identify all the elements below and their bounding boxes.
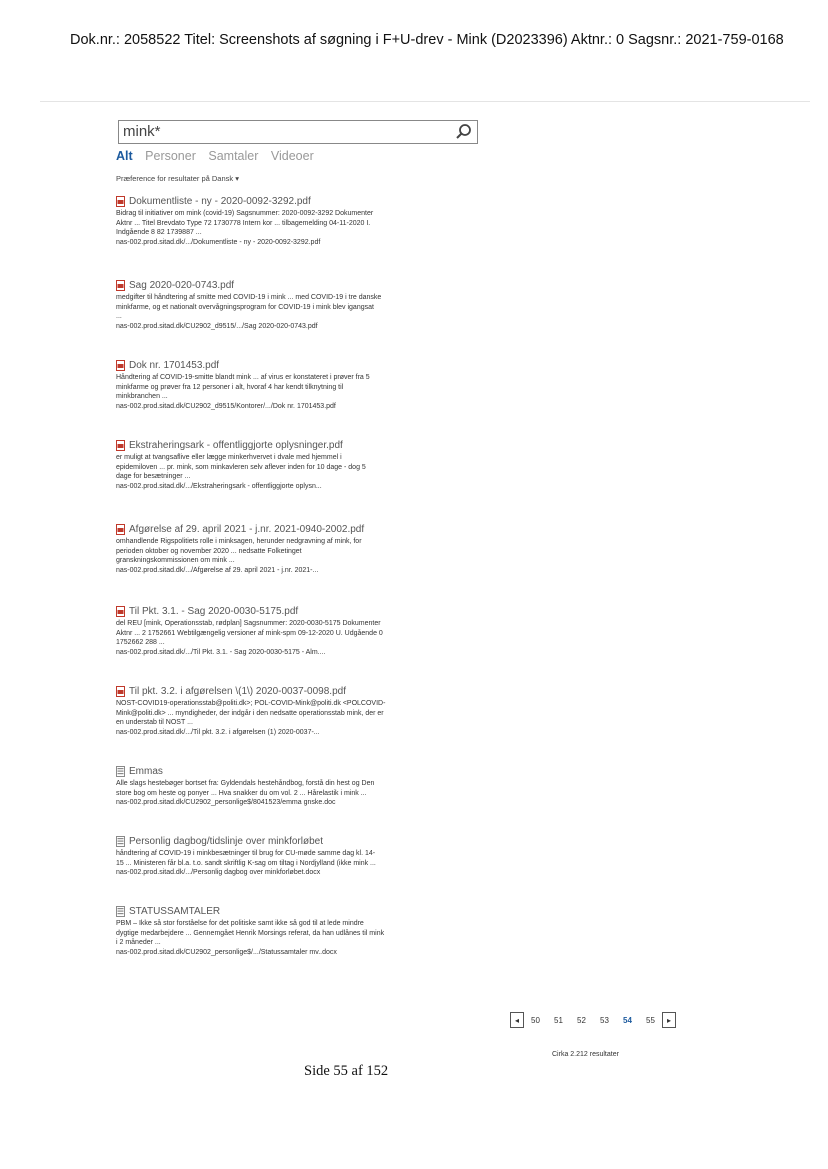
result-snippet: Alle slags hestebøger bortset fra: Gyldendals hestehåndbog, forstå din hest og Den store bog om heste og ponyer ... Hva snakker du om vol. 2 ... Hårelastik i mink ... [116,780,375,797]
page-link-53[interactable]: 53 [600,1015,609,1025]
document-header: Dok.nr.: 2058522 Titel: Screenshots af søgning i F+U-drev - Mink (D2023396) Aktnr.: 0 Sagsnr.: 2021-759-0168 [70,32,784,48]
pdf-file-icon [116,686,125,697]
pdf-file-icon [116,524,125,535]
result-url[interactable]: nas-002.prod.sitad.dk/.../Personlig dagbog over minkforløbet.docx [116,869,321,876]
page-link-55[interactable]: 55 [646,1015,655,1025]
result-snippet: Håndtering af COVID-19-smitte blandt mink ... af virus er konstateret i prøver fra 5 minkfarme og prøver fra 12 personer i alt, hvoraf 4 har kendt tilknytning til minkbranchen ... [116,374,370,400]
word-file-icon [116,836,125,847]
result-url[interactable]: nas-002.prod.sitad.dk/.../Til pkt. 3.2. i afgørelsen (1) 2020-0037-... [116,728,320,736]
page-number: Side 55 af 152 [304,1063,389,1079]
result-item [116,440,484,490]
result-snippet: PBM – Ikke så stor forståelse for det politiske samt ikke så god til at lede mindre dygtige medarbejdere ... Gennemgået Henrik Morsings referat, da han udlånes til mink i 2 måneder ... [116,920,385,946]
result-title[interactable]: STATUSSAMTALER [129,906,221,917]
search-box[interactable] [118,120,478,144]
page-link-54-current[interactable]: 54 [623,1015,632,1025]
pdf-file-icon [116,606,125,617]
result-item [116,360,484,410]
search-tabs [116,149,323,163]
pdf-file-icon [116,360,125,371]
tab-people[interactable]: Personer [145,149,196,163]
tab-videos[interactable]: Videoer [270,149,314,163]
result-title[interactable]: Sag 2020-020-0743.pdf [129,280,235,291]
pdf-file-icon [116,196,125,207]
search-input[interactable] [123,123,443,140]
result-snippet: omhandlende Rigspolitiets rolle i minksagen, herunder nedgravning af mink, for perioden oktober og november 2020 ... nedsatte Folketinget granskningskommissionen om mink ... [116,538,362,564]
pdf-file-icon [116,280,125,291]
result-item [116,524,484,574]
result-snippet: medgifter til håndtering af smitte med COVID-19 i mink ... med COVID-19 i tre danske minkfarme, og et nationalt overvågningsprogram for COVID-19 i mink blev igangsat ... [116,294,382,320]
result-title[interactable]: Til pkt. 3.2. i afgørelsen \(1\) 2020-0037-0098.pdf [129,686,346,697]
word-file-icon [116,906,125,917]
result-url[interactable]: nas-002.prod.sitad.dk/.../Ekstraheringsark - offentliggjorte oplysn... [116,482,322,490]
result-item [116,280,484,330]
result-title[interactable]: Afgørelse af 29. april 2021 - j.nr. 2021-0940-2002.pdf [129,524,365,535]
previous-page-button[interactable]: ◂ [510,1012,524,1028]
result-url[interactable]: nas-002.prod.sitad.dk/.../Dokumentliste - ny - 2020-0092-3292.pdf [116,238,321,246]
result-title[interactable]: Ekstraheringsark - offentliggjorte oplysninger.pdf [129,440,343,451]
result-item [116,606,484,656]
result-snippet: er muligt at tvangsaflive eller lægge minkerhvervet i dvale med hjemmel i epidemiloven ... pr. mink, som minkavleren selv aflever inden for 10 dage - dog 5 dage for besætninger ... [116,454,366,480]
result-title[interactable]: Emmas [129,766,163,777]
result-url[interactable]: nas-002.prod.sitad.dk/.../Til Pkt. 3.1. - Sag 2020-0030-5175 - Alm.... [116,648,326,656]
next-page-button[interactable]: ▸ [662,1012,676,1028]
page-link-52[interactable]: 52 [577,1015,586,1025]
result-title[interactable]: Personlig dagbog/tidslinje over minkforløbet [129,836,323,847]
result-item [116,766,484,806]
result-snippet: Bidrag til initiativer om mink (covid-19) Sagsnummer: 2020-0092-3292 Dokumenter Aktnr ... Titel Brevdato Type 72 1730778 Intern kor ... tilbagemelding 04-11-2020 I. Indgående 8 82 1739887 ... [116,210,374,236]
divider [40,101,810,102]
result-count: Cirka 2.212 resultater [552,1051,619,1058]
language-preference[interactable]: Præference for resultater på Dansk ▾ [116,174,239,183]
result-url[interactable]: nas-002.prod.sitad.dk/CU2902_personlige$/8041523/emma gnske.doc [116,799,336,806]
pdf-file-icon [116,440,125,451]
result-url[interactable]: nas-002.prod.sitad.dk/.../Afgørelse af 29. april 2021 - j.nr. 2021-... [116,566,319,574]
page-link-50[interactable]: 50 [531,1015,540,1025]
result-item [116,196,484,246]
result-item [116,836,484,876]
tab-all[interactable]: Alt [116,149,133,163]
pagination [510,1010,676,1030]
word-file-icon [116,766,125,777]
result-snippet: NOST-COVID19-operationsstab@politi.dk>; POL-COVID-Mink@politi.dk <POLCOVID- Mink@politi.dk> ... myndigheder, der indgår i den nedsatte operationsstab mink, der er en understab til NOST ... [116,700,386,726]
page-link-51[interactable]: 51 [554,1015,563,1025]
result-url[interactable]: nas-002.prod.sitad.dk/CU2902_personlige$/.../Statussamtaler mv..docx [116,948,337,956]
search-icon[interactable] [455,123,473,141]
result-title[interactable]: Dok nr. 1701453.pdf [129,360,220,371]
result-url[interactable]: nas-002.prod.sitad.dk/CU2902_d9515/.../Sag 2020-020-0743.pdf [116,322,318,330]
tab-conversations[interactable]: Samtaler [208,149,259,163]
result-snippet: håndtering af COVID-19 i minkbesætninger til brug for CU-møde samme dag kl. 14- 15 ... Ministeren får bl.a. t.o. sandt skriftlig K-sag om tiltag i Nordjylland (ikke mink ... [116,850,376,867]
result-item [116,686,484,736]
result-url[interactable]: nas-002.prod.sitad.dk/CU2902_d9515/Kontorer/.../Dok nr. 1701453.pdf [116,402,336,410]
result-title[interactable]: Til Pkt. 3.1. - Sag 2020-0030-5175.pdf [129,606,299,617]
result-item [116,906,484,956]
result-title[interactable]: Dokumentliste - ny - 2020-0092-3292.pdf [129,196,311,207]
result-snippet: del REU [mink, Operationsstab, rødplan] Sagsnummer: 2020-0030-5175 Dokumenter Aktnr ... 2 1752661 Webtilgængelig versioner af mink-spm 09-12-2020 U. Udgående 0 1752662 288 ... [116,620,383,646]
